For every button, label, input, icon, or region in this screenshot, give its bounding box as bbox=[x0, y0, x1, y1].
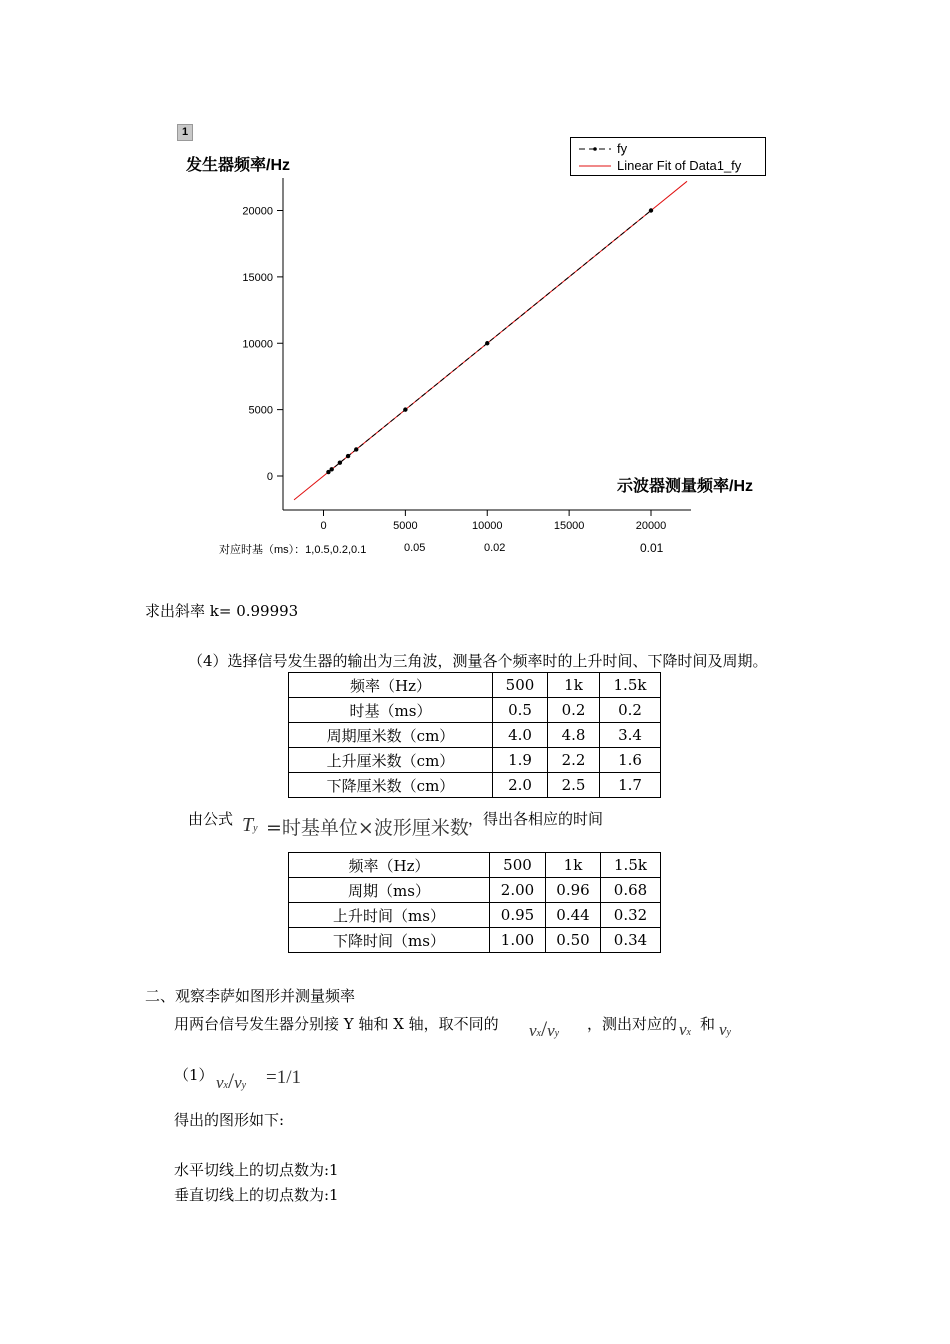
nu-symbol: ν bbox=[547, 1021, 555, 1040]
table-cell: 1.7 bbox=[600, 773, 661, 798]
subscript: y bbox=[241, 1080, 247, 1091]
ratio-item bbox=[174, 1062, 474, 1096]
table-cell: 1.6 bbox=[600, 748, 661, 773]
legend-swatch-fit bbox=[577, 158, 613, 176]
table-cell: 上升时间（ms） bbox=[289, 903, 490, 928]
figure-caption: 得出的图形如下: bbox=[174, 1111, 285, 1129]
nu-symbol: ν bbox=[529, 1021, 537, 1040]
table-row bbox=[289, 773, 661, 798]
table-cell: 2.5 bbox=[548, 773, 600, 798]
table-row bbox=[289, 723, 661, 748]
table-cell: 周期厘米数（cm） bbox=[289, 723, 493, 748]
table-cell: 2.00 bbox=[490, 878, 546, 903]
ratio-value: =1/1 bbox=[266, 1067, 301, 1088]
table-cell: 0.34 bbox=[601, 928, 661, 953]
table-row bbox=[289, 748, 661, 773]
table-row bbox=[289, 698, 661, 723]
section2-title: 二、观察李萨如图形并测量频率 bbox=[145, 987, 356, 1005]
section2-part1: 用两台信号发生器分别接 Y 轴和 X 轴，取不同的 bbox=[174, 1015, 499, 1033]
data-point bbox=[354, 447, 358, 451]
table-cell: 下降厘米数（cm） bbox=[289, 773, 493, 798]
x-tick-label: 0 bbox=[320, 520, 327, 532]
data-point bbox=[649, 208, 653, 212]
table-cell: 0.95 bbox=[490, 903, 546, 928]
formula-sub: y bbox=[253, 823, 258, 834]
chart-ylabel: 发生器频率/Hz bbox=[186, 157, 291, 174]
table-row bbox=[289, 878, 661, 903]
tangent-vertical: 垂直切线上的切点数为:1 bbox=[174, 1186, 339, 1204]
table-cell: 2.0 bbox=[493, 773, 548, 798]
timebase-annotation: 0.01 bbox=[640, 541, 664, 555]
table-cell: 4.0 bbox=[493, 723, 548, 748]
table-cell: 500 bbox=[490, 853, 546, 878]
y-tick-label: 20000 bbox=[242, 205, 273, 218]
x-tick-label: 5000 bbox=[393, 520, 418, 532]
table-cell: 频率（Hz） bbox=[289, 673, 493, 698]
table-cell: 1k bbox=[546, 853, 601, 878]
ratio-expression: νx/νy bbox=[529, 1016, 560, 1041]
table-cell: 0.2 bbox=[600, 698, 661, 723]
table-cell: 时基（ms） bbox=[289, 698, 493, 723]
data-point bbox=[485, 341, 489, 345]
subscript: y bbox=[726, 1027, 731, 1038]
table-row bbox=[289, 903, 661, 928]
nu-y-expression bbox=[719, 1020, 731, 1040]
formula-line bbox=[188, 806, 788, 840]
table-cell: 上升厘米数（cm） bbox=[289, 748, 493, 773]
table-cell: 0.50 bbox=[546, 928, 601, 953]
table-cell: 下降时间（ms） bbox=[289, 928, 490, 953]
legend-swatch-fy bbox=[577, 140, 613, 158]
subscript: x bbox=[686, 1027, 691, 1038]
formula-var: T bbox=[242, 814, 254, 836]
x-tick-label: 10000 bbox=[471, 520, 503, 532]
timebase-annotation: 0.05 bbox=[404, 542, 426, 554]
formula-suffix: ，得出各相应的时间 bbox=[468, 810, 604, 828]
table-cell: 3.4 bbox=[600, 723, 661, 748]
ratio-label: （1） bbox=[174, 1066, 214, 1084]
nu-symbol: ν bbox=[234, 1073, 242, 1092]
measurement-table bbox=[288, 672, 661, 798]
y-tick-label: 15000 bbox=[242, 271, 273, 284]
table-cell: 0.68 bbox=[601, 878, 661, 903]
y-tick-label: 0 bbox=[266, 471, 273, 483]
table-cell: 1.5k bbox=[600, 673, 661, 698]
table-cell: 0.5 bbox=[493, 698, 548, 723]
table-cell: 频率（Hz） bbox=[289, 853, 490, 878]
table-row bbox=[289, 928, 661, 953]
table-cell: 2.2 bbox=[548, 748, 600, 773]
chart-panel-label: 1 bbox=[177, 124, 193, 141]
data-point bbox=[403, 407, 407, 411]
formula-rhs: =时基单位×波形厘米数 bbox=[266, 817, 469, 839]
timebase-annotation: 0.02 bbox=[484, 542, 506, 554]
table-cell: 1.00 bbox=[490, 928, 546, 953]
subscript: x bbox=[223, 1080, 228, 1091]
section2-part3: 和 bbox=[700, 1015, 716, 1033]
data-point bbox=[346, 454, 350, 458]
y-tick-label: 5000 bbox=[248, 404, 273, 417]
table-cell: 周期（ms） bbox=[289, 878, 490, 903]
legend-label-fit: Linear Fit of Data1_fy bbox=[617, 158, 742, 173]
table-cell: 1.5k bbox=[601, 853, 661, 878]
time-table bbox=[288, 852, 661, 953]
nu-symbol: ν bbox=[679, 1020, 687, 1039]
subscript: y bbox=[554, 1028, 560, 1039]
table-cell: 0.44 bbox=[546, 903, 601, 928]
nu-symbol: ν bbox=[216, 1073, 224, 1092]
table-cell: 1k bbox=[548, 673, 600, 698]
table-cell: 0.32 bbox=[601, 903, 661, 928]
table-cell: 0.2 bbox=[548, 698, 600, 723]
table-row bbox=[289, 853, 661, 878]
timebase-label: 对应时基（ms）：1,0.5,0.2,0.1 bbox=[219, 544, 367, 556]
tangent-horizontal: 水平切线上的切点数为:1 bbox=[174, 1161, 339, 1179]
chart-legend bbox=[570, 137, 766, 176]
table-cell: 0.96 bbox=[546, 878, 601, 903]
section2-text bbox=[174, 1010, 794, 1050]
subscript: x bbox=[536, 1028, 541, 1039]
x-tick-label: 20000 bbox=[635, 520, 667, 532]
formula-lhs bbox=[242, 814, 258, 837]
table-cell: 1.9 bbox=[493, 748, 548, 773]
data-point bbox=[338, 461, 342, 465]
slope-result: 求出斜率 k= 0.99993 bbox=[145, 602, 299, 620]
legend-label-fy: fy bbox=[617, 141, 628, 156]
formula-prefix: 由公式 bbox=[188, 810, 234, 828]
nu-x-expression bbox=[679, 1020, 691, 1040]
table-cell: 500 bbox=[493, 673, 548, 698]
data-point bbox=[329, 467, 333, 471]
x-tick-label: 15000 bbox=[553, 520, 585, 532]
table-cell: 4.8 bbox=[548, 723, 600, 748]
chart-plot bbox=[0, 0, 950, 560]
table-row bbox=[289, 673, 661, 698]
chart-xlabel: 示波器测量频率/Hz bbox=[617, 478, 754, 495]
section2-part2: ，测出对应的 bbox=[587, 1015, 678, 1033]
y-tick-label: 10000 bbox=[242, 338, 273, 351]
nu-symbol: ν bbox=[719, 1020, 727, 1039]
ratio-formula: νx/νy bbox=[216, 1068, 247, 1093]
section4-intro: （4）选择信号发生器的输出为三角波，测量各个频率时的上升时间、下降时间及周期。 bbox=[188, 652, 768, 670]
